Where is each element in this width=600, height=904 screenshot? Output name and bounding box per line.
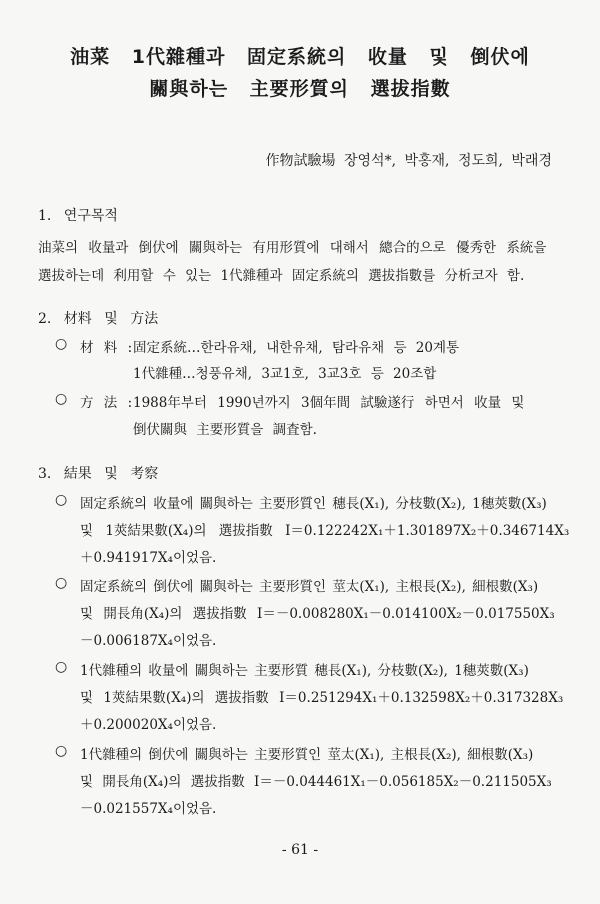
material-bullet: ○ [55,336,68,352]
result-4-line-3: －0.021557X₄이었음. [80,801,217,817]
material-line-1: 固定系統…한라유채, 내한유채, 탐라유채 등 20계통 [133,340,460,356]
authors: 作物試驗場 장영석*, 박홍재, 정도희, 박래경 [265,153,552,169]
material-label: 材 料 : [80,340,133,356]
result-2-bullet: ○ [55,575,68,591]
method-label: 方 法 : [80,395,133,411]
material-line-2: 1代雜種…청풍유채, 3교1호, 3교3호 등 20조합 [133,366,437,382]
section-3-heading: 3. 結果 및 考察 [38,466,159,482]
result-3-line-1: 1代雜種의 收量에 關與하는 主要形質 穗長(X₁), 分枝數(X₂), 1穗莢數(X₃) [80,663,529,679]
result-4-bullet: ○ [55,743,68,759]
paper-title-line-2: 關與하는 主要形質의 選拔指數 [149,78,451,100]
method-line-2: 倒伏關與 主要形質을 調査함. [133,422,317,438]
section-1-line-1: 油菜의 收量과 倒伏에 關與하는 有用形質에 대해서 總合的으로 優秀한 系統을 [38,240,547,256]
result-2-line-2: 및 開長角(X₄)의 選拔指數 I＝－0.008280X₁－0.014100X₂－0.017550X₃ [80,606,555,622]
paper-title-line-1: 油菜 1代雜種과 固定系統의 收量 및 倒伏에 [70,46,530,68]
result-1-line-3: ＋0.941917X₄이었음. [80,550,217,566]
result-2-line-1: 固定系統의 倒伏에 關與하는 主要形質인 莖太(X₁), 主根長(X₂), 細根數(X₃) [80,579,539,595]
result-3-line-2: 및 1莢結果數(X₄)의 選拔指數 I＝0.251294X₁＋0.132598X₂＋0.317328X₃ [80,690,564,706]
result-1-bullet: ○ [55,492,68,508]
result-4-line-1: 1代雜種의 倒伏에 關與하는 主要形質인 莖太(X₁), 主根長(X₂), 細根數(X₃) [80,747,534,763]
section-2-heading: 2. 材料 및 方法 [38,311,159,327]
method-line-1: 1988年부터 1990년까지 3個年間 試驗遂行 하면서 收量 및 [133,395,525,411]
page-number: - 61 - [281,842,319,858]
section-1-line-2: 選拔하는데 利用할 수 있는 1代雜種과 固定系統의 選拔指數를 分析코자 함. [38,268,525,284]
method-bullet: ○ [55,391,68,407]
result-3-bullet: ○ [55,659,68,675]
section-1-heading: 1. 연구목적 [38,208,118,224]
result-1-line-2: 및 1莢結果數(X₄)의 選拔指數 I＝0.122242X₁＋1.301897X₂＋0.346714X₃ [80,523,570,539]
result-4-line-2: 및 開長角(X₄)의 選拔指數 I＝－0.044461X₁－0.056185X₂－0.211505X₃ [80,774,552,790]
result-3-line-3: ＋0.200020X₄이었음. [80,717,217,733]
result-1-line-1: 固定系統의 收量에 關與하는 主要形質인 穗長(X₁), 分枝數(X₂), 1穗莢數(X₃) [80,496,547,512]
result-2-line-3: －0.006187X₄이었음. [80,633,217,649]
